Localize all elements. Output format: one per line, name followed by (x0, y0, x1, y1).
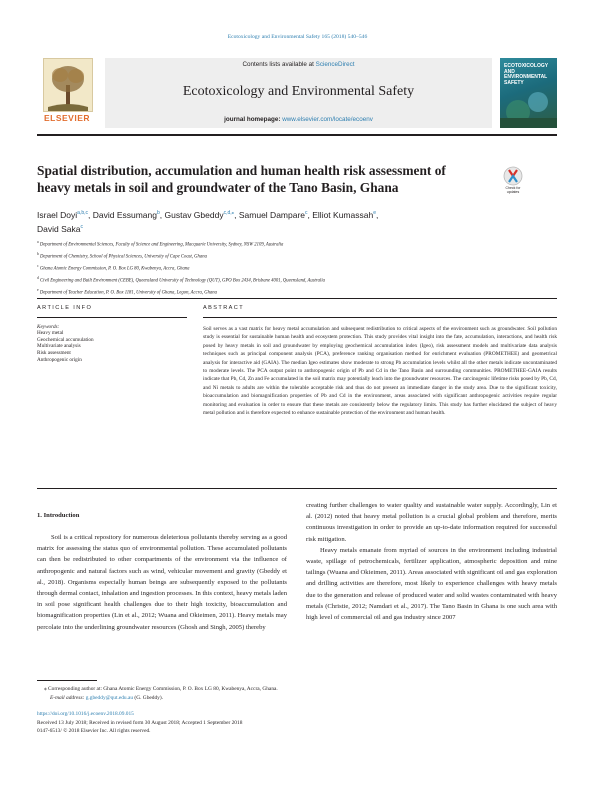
article-info-rule (37, 317, 187, 318)
affiliation: $^b$ Department of Chemistry, School of Physical Sciences, University of Cape Coast, Ghana (37, 252, 207, 260)
affiliation: $^c$ Ghana Atomic Energy Commission, P. O. Box LG 80, Kwabenya, Accra, Ghana (37, 264, 190, 272)
footnote-rule (37, 680, 97, 681)
keyword: Anthropogenic origin (37, 356, 82, 363)
homepage-line (105, 116, 492, 123)
affiliation: $^a$ Department of Environmental Sciences, Faculty of Science and Engineering, Macquarie University, Sydney, NSW 2109, Australia (37, 240, 284, 248)
section-rule (37, 298, 557, 299)
author-list: Israel Doyi$^{a,b,c}$, David Essumang$^b$, Gustav Gbeddy$^{c,d,⁎}$, Samuel Dampare$^c$, Elliot Kumassah$^e$, David Saka$^c$ (37, 209, 379, 235)
publisher-name: ELSEVIER (43, 113, 91, 123)
email-suffix: (G. Gbeddy). (133, 694, 164, 701)
crossmark-icon (500, 166, 526, 188)
article-info-heading: ARTICLE INFO (37, 305, 93, 311)
keyword: Risk assessment (37, 350, 71, 357)
author[interactable]: Gustav Gbeddy$^{c,d,⁎}$ (164, 209, 235, 220)
author[interactable]: Israel Doyi$^{a,b,c}$ (37, 209, 88, 220)
copyright: 0147-6513/ © 2018 Elsevier Inc. All rights reserved. (37, 728, 151, 734)
affiliation: $^d$ Civil Engineering and Built Environment (CEBE), Queensland University of Technology (QUT), GPO Box 2434, Brisbane 4001, Queensland, Australia (37, 276, 325, 284)
paragraph: Soil is a critical repository for numerous deleterious pollutants thereby serving as a good matrix for assessing the status quo of environmental pollution. These accumulated pollutants can then be redistributed to other compartments of the environment via the influence of anthropogenic and natural factors such as wind, vehicular movement and gravity (Gbeddy et al., 2018). Organisms especially human beings are subsequently exposed to the pollutants through dermal contact, inhalation and ingestion processes. In this context, heavy metals laden in soil pose significant health challenges due to their high toxicity, bioaccumulation and biomagnification properties (Lin et al., 2012; Wuana and Okieimen, 2011). Heavy metals may percolate into the underlining groundwater resources (Ghosh and Singh, 2005) thereby (37, 534, 287, 631)
introduction-heading: 1. Introduction (37, 512, 80, 519)
journal-reference[interactable]: Ecotoxicology and Environmental Safety 165 (2018) 540–546 (227, 34, 368, 40)
paragraph: creating further challenges to water quality and sustainable water supply. Accordingly, Lin et al. (2012) noted that heavy metal pollution is a crucial global problem and therefore, merits continuous investigation in order to provide an up-to-date information required for successful risk mitigation. (306, 502, 557, 543)
keyword: Multivariate analysis (37, 343, 81, 350)
header-rule (37, 134, 557, 136)
contents-line (105, 61, 492, 68)
keywords-label: Keywords: (37, 324, 60, 330)
author[interactable]: David Saka$^c$ (37, 224, 83, 235)
keyword: Geochemical accumulation (37, 336, 94, 343)
publisher-logo (37, 56, 97, 128)
body-left-column (37, 532, 287, 633)
keyword: Heavy metal (37, 330, 64, 336)
affiliation: $^e$ Department of Teacher Education, P. O. Box 1181, University of Ghana, Legon, Accra, Ghana (37, 288, 217, 296)
sciencedirect-link[interactable]: ScienceDirect (315, 61, 355, 68)
email-label: E-mail address: (50, 694, 86, 701)
elsevier-tree-icon (43, 58, 93, 112)
doi-link[interactable]: https://doi.org/10.1016/j.ecoenv.2018.09.015 (37, 711, 134, 717)
author[interactable]: Samuel Dampare$^c$ (238, 209, 308, 220)
homepage-link[interactable]: www.elsevier.com/locate/ecoenv (282, 116, 373, 123)
keywords-block (37, 324, 187, 364)
journal-header (105, 58, 492, 128)
cover-art-icon (500, 88, 557, 128)
received-dates: Received 13 July 2018; Received in revised form 30 August 2018; Accepted 1 September 2018 (37, 719, 243, 726)
journal-title: Ecotoxicology and Environmental Safety (182, 84, 415, 99)
homepage-label: journal homepage: (224, 116, 283, 123)
affiliations (37, 238, 537, 298)
article-title: Spatial distribution, accumulation and human health risk assessment of heavy metals in soil and groundwater of the Tano Basin, Ghana (37, 163, 446, 195)
contents-prefix: Contents lists available at (242, 61, 316, 68)
corresponding-author-note: ⁎ Corresponding author at: Ghana Atomic Energy Commission, P. O. Box LG 80, Kwabenya, Accra, Ghana. (44, 686, 278, 692)
body-rule (37, 488, 557, 489)
author[interactable]: Elliot Kumassah$^e$ (312, 209, 376, 220)
abstract-rule (203, 317, 557, 318)
footnotes (44, 685, 544, 702)
body-right-column (306, 500, 557, 623)
crossmark-badge[interactable] (500, 166, 526, 196)
journal-cover[interactable] (500, 58, 557, 128)
author[interactable]: David Essumang$^b$ (92, 209, 160, 220)
crossmark-label: Check for updates (505, 186, 521, 194)
email-link[interactable]: g.gbeddy@qut.edu.au (85, 694, 134, 701)
paragraph: Heavy metals emanate from myriad of sources in the environment including industrial waste, spillage of petrochemicals, fertilizer application, atmospheric deposition and mine tailings (Wuana and Okieimen, 2011). Areas associated with significant oil and gas exploration and drilling activities are therefore, most likely to experience challenges with heavy metals due to the generation and release of produced water and solid wastes contaminated with heavy metals (Christie, 2012; Namdari et al., 2017). The Tano Basin in Ghana is one such area with high level of commercial oil and gas industry since 2007 (306, 546, 557, 622)
article-meta (37, 710, 557, 736)
abstract-text: Soil serves as a vast matrix for heavy metal accumulation and subsequent redistribution to critical aspects of the environment such as groundwater. Soil pollution study is essential for sustainable human health and ecosystem protection. This study provides vital insight into the fate, accumulation, interactions, and health risk posed by heavy metals in soil and groundwater by employing geochemical accumulation index (Igeo), risk assessment models and multivariate data analysis techniques such as principal component analysis (PCA), preference ranking organisation method for enrichment evaluation (PROMETHEE) and geometrical analysis for interactive aid (GAIA). The median Igeo estimates show moderate to strong Pb accumulation levels whilst all the other metals indicate uncontaminated to moderate levels. The PCA output point to anthropogenic origin of Pb and Cd in the Tano Basin and surrounding communities. PROMETHEE-GAIA results indicate that Pb, Cd, Zn and Fe accumulated in the soil matrix may potentially leach into the groundwater resources. The carcinogenic lifetime risks posed by Pb, Cd, and Ni metals to adults are within the tolerable acceptable risk and thus do not present an immediate danger in the study area. Due to the significant toxicity, bioaccumulation and biomagnification properties of Pb and Cd in the environment, areas associated with significant anthropogenic activities require regular monitoring and evaluation in order to ensure that these metals are consistently below the regulatory limits. This study has further elucidated the subject of heavy metal pollution and is therefore expected to enhance sustainable protection of the environment and human health. (203, 326, 557, 417)
email-line (44, 694, 544, 703)
abstract-heading: ABSTRACT (203, 305, 245, 311)
cover-title: ECOTOXICOLOGY AND ENVIRONMENTAL SAFETY (504, 63, 548, 86)
